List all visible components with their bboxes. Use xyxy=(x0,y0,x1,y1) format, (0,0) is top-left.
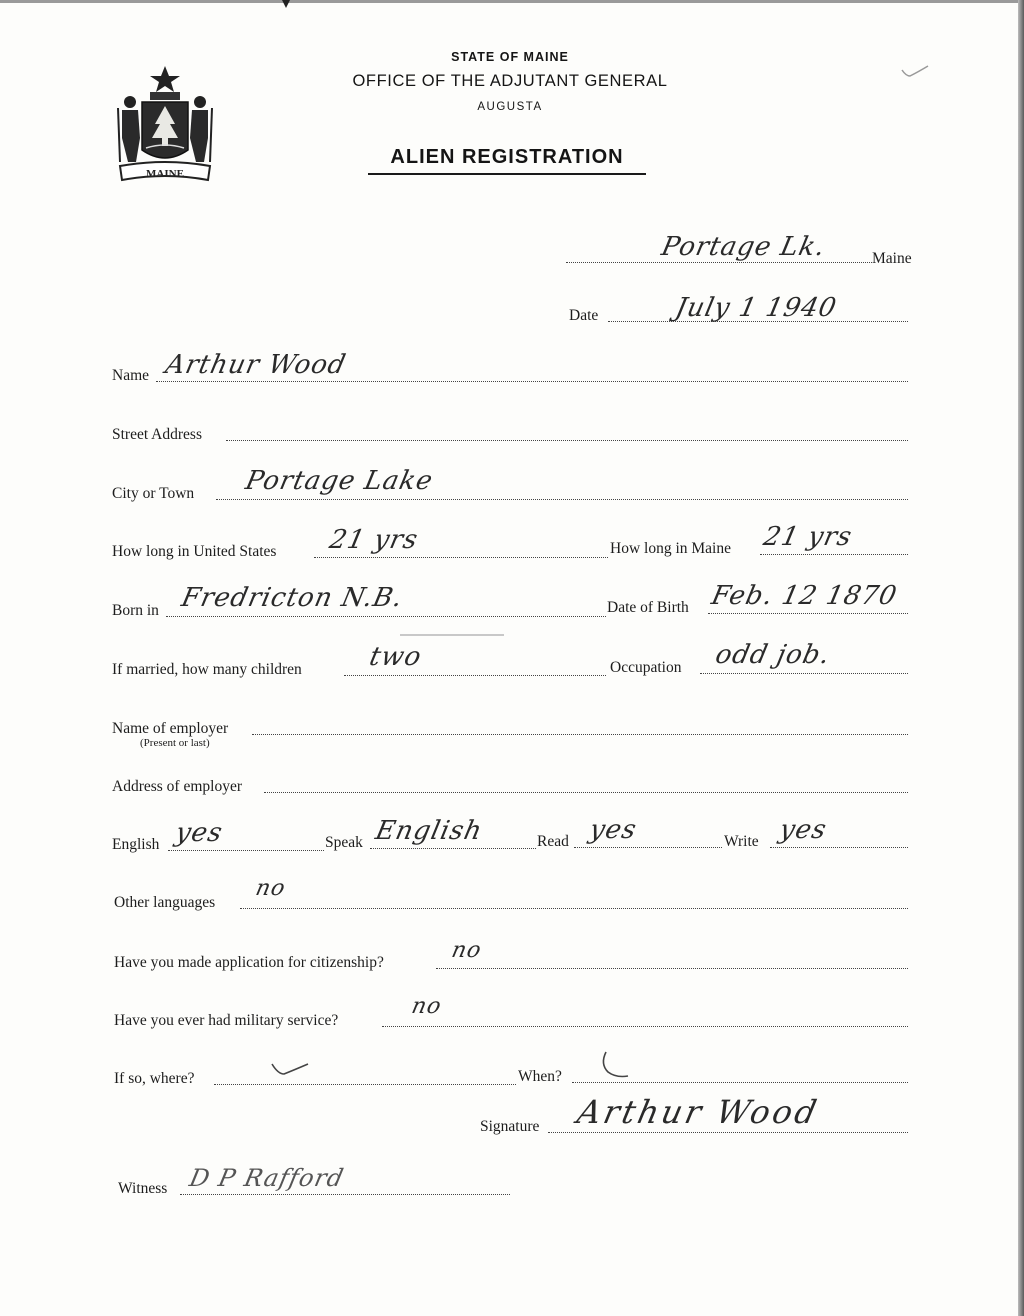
speak-value: English xyxy=(372,816,486,846)
signature-label: Signature xyxy=(480,1118,540,1135)
where-line xyxy=(214,1084,516,1085)
scan-top-edge xyxy=(0,0,1024,3)
title-underline xyxy=(368,173,646,175)
how-long-maine-label: How long in Maine xyxy=(610,540,731,557)
place-suffix: Maine xyxy=(872,250,912,267)
seal-motto: MAINE xyxy=(146,168,184,180)
check-mark-icon xyxy=(900,64,930,80)
military-label: Have you ever had military service? xyxy=(114,1012,339,1029)
military-line xyxy=(382,1026,908,1027)
english-line xyxy=(168,850,324,851)
when-label: When? xyxy=(518,1068,562,1085)
born-in-line xyxy=(166,616,606,617)
how-long-maine-line xyxy=(760,554,908,555)
city-value: Portage Lake xyxy=(242,466,436,496)
write-label: Write xyxy=(724,833,759,850)
header-state: STATE OF MAINE xyxy=(451,50,569,64)
maine-state-seal-icon xyxy=(110,62,220,190)
born-in-value: Fredricton N.B. xyxy=(178,583,406,613)
date-of-birth-line xyxy=(708,613,908,614)
check-mark-icon xyxy=(270,1060,310,1078)
city-line xyxy=(216,499,908,500)
children-label: If married, how many children xyxy=(112,661,302,678)
military-value: no xyxy=(409,994,445,1019)
other-languages-value: no xyxy=(253,876,289,901)
witness-value: D P Rafford xyxy=(187,1164,347,1192)
occupation-label: Occupation xyxy=(610,659,682,676)
write-value: yes xyxy=(776,815,830,845)
date-label: Date xyxy=(569,307,599,324)
other-languages-label: Other languages xyxy=(114,894,216,911)
employer-address-label: Address of employer xyxy=(112,778,242,795)
scan-right-edge xyxy=(1018,0,1024,1316)
pencil-stroke xyxy=(400,634,504,636)
witness-line xyxy=(180,1194,510,1195)
where-label: If so, where? xyxy=(114,1070,195,1087)
witness-label: Witness xyxy=(118,1180,168,1197)
header-city: AUGUSTA xyxy=(477,101,543,113)
occupation-line xyxy=(700,673,908,674)
signature-line xyxy=(548,1132,908,1133)
how-long-us-value: 21 yrs xyxy=(326,525,422,555)
read-value: yes xyxy=(586,815,640,845)
place-value: Portage Lk. xyxy=(658,232,829,262)
children-value: two xyxy=(366,642,425,672)
date-of-birth-value: Feb. 12 1870 xyxy=(708,581,900,611)
read-label: Read xyxy=(537,833,569,850)
date-of-birth-label: Date of Birth xyxy=(607,599,689,616)
read-line xyxy=(574,847,722,848)
born-in-label: Born in xyxy=(112,602,159,619)
english-value: yes xyxy=(172,818,226,848)
citizenship-value: no xyxy=(449,938,485,963)
page-title: ALIEN REGISTRATION xyxy=(390,146,624,168)
employer-name-label: Name of employer xyxy=(112,720,229,737)
street-address-line xyxy=(226,440,908,441)
speak-label: Speak xyxy=(325,834,363,851)
speak-line xyxy=(370,848,536,849)
street-address-label: Street Address xyxy=(112,426,202,443)
pen-mark-icon xyxy=(598,1050,630,1080)
employer-name-line xyxy=(252,734,908,735)
employer-name-sublabel: (Present or last) xyxy=(140,737,210,749)
how-long-us-label: How long in United States xyxy=(112,543,277,560)
name-line xyxy=(156,381,908,382)
children-line xyxy=(344,675,606,676)
name-value: Arthur Wood xyxy=(162,350,349,380)
signature-value: Arthur Wood xyxy=(573,1093,823,1131)
registration-mark xyxy=(282,0,290,8)
header-office: OFFICE OF THE ADJUTANT GENERAL xyxy=(352,72,668,90)
name-label: Name xyxy=(112,367,150,384)
city-label: City or Town xyxy=(112,485,195,502)
english-label: English xyxy=(112,836,160,853)
place-line xyxy=(566,262,872,263)
employer-address-line xyxy=(264,792,908,793)
other-languages-line xyxy=(240,908,908,909)
how-long-us-line xyxy=(314,557,608,558)
occupation-value: odd job. xyxy=(712,640,834,670)
citizenship-label: Have you made application for citizenship? xyxy=(114,954,384,971)
date-value: July 1 1940 xyxy=(672,293,840,323)
when-line xyxy=(572,1082,908,1083)
write-line xyxy=(770,847,908,848)
how-long-maine-value: 21 yrs xyxy=(760,522,856,552)
citizenship-line xyxy=(436,968,908,969)
